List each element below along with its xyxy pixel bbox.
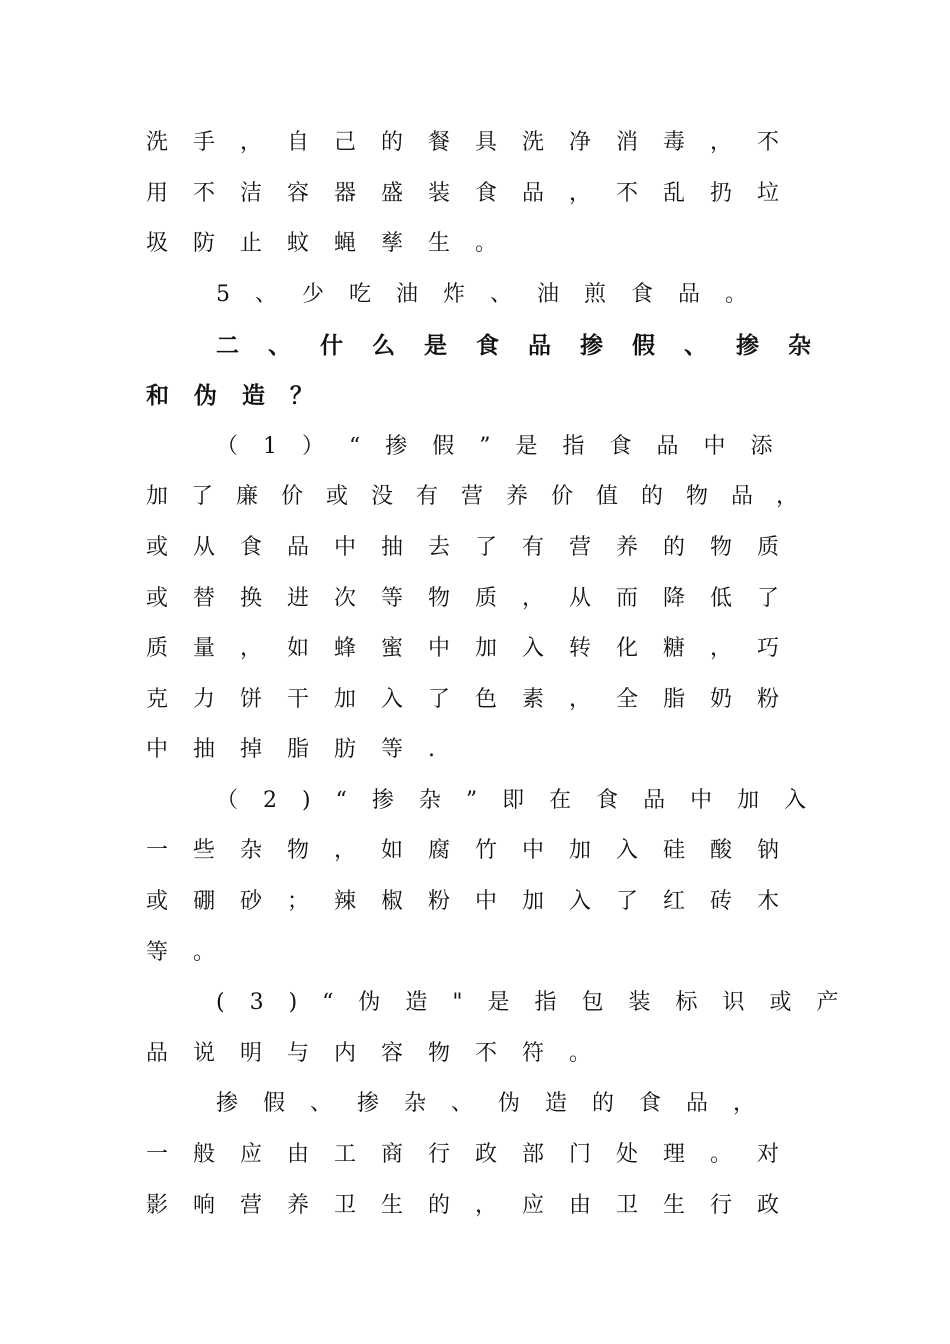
text-line: 或替换进次等物质，从而降低了 <box>146 586 805 611</box>
text-line: 质量，如蜂蜜中加入转化糖，巧 <box>146 636 805 661</box>
text-line: 等。 <box>146 940 241 965</box>
section-heading: 二、什么是食品掺假、掺杂 <box>216 333 840 359</box>
text-line: （1）“掺假”是指食品中添 <box>216 434 798 459</box>
text-line: 一些杂物，如腐竹中加入硅酸钠 <box>146 838 805 863</box>
text-line: 加了廉价或没有营养价值的物品， <box>146 484 822 509</box>
section-heading-continued: 和伪造？ <box>146 383 338 409</box>
text-line: 或硼砂；辣椒粉中加入了红砖木 <box>146 889 805 914</box>
text-line: 圾防止蚊蝇孳生。 <box>146 231 523 256</box>
text-line: 掺假、掺杂、伪造的食品， <box>216 1091 781 1116</box>
text-line: (3)“伪造"是指包装标识或产 <box>216 990 864 1015</box>
text-line: 品说明与内容物不符。 <box>146 1041 617 1066</box>
text-line: 洗手，自己的餐具洗净消毒，不 <box>146 130 805 155</box>
text-line: 或从食品中抽去了有营养的物质 <box>146 535 805 560</box>
text-line: 克力饼干加入了色素，全脂奶粉 <box>146 687 805 712</box>
text-line: 影响营养卫生的，应由卫生行政 <box>146 1193 805 1218</box>
text-line: 用不洁容器盛装食品，不乱扔垃 <box>146 181 805 206</box>
text-line: 中抽掉脂肪等. <box>146 737 460 762</box>
text-line: 5、少吃油炸、油煎食品。 <box>216 282 772 307</box>
text-line: （2)“掺杂”即在食品中加入 <box>216 788 832 813</box>
text-line: 一般应由工商行政部门处理。对 <box>146 1142 805 1167</box>
